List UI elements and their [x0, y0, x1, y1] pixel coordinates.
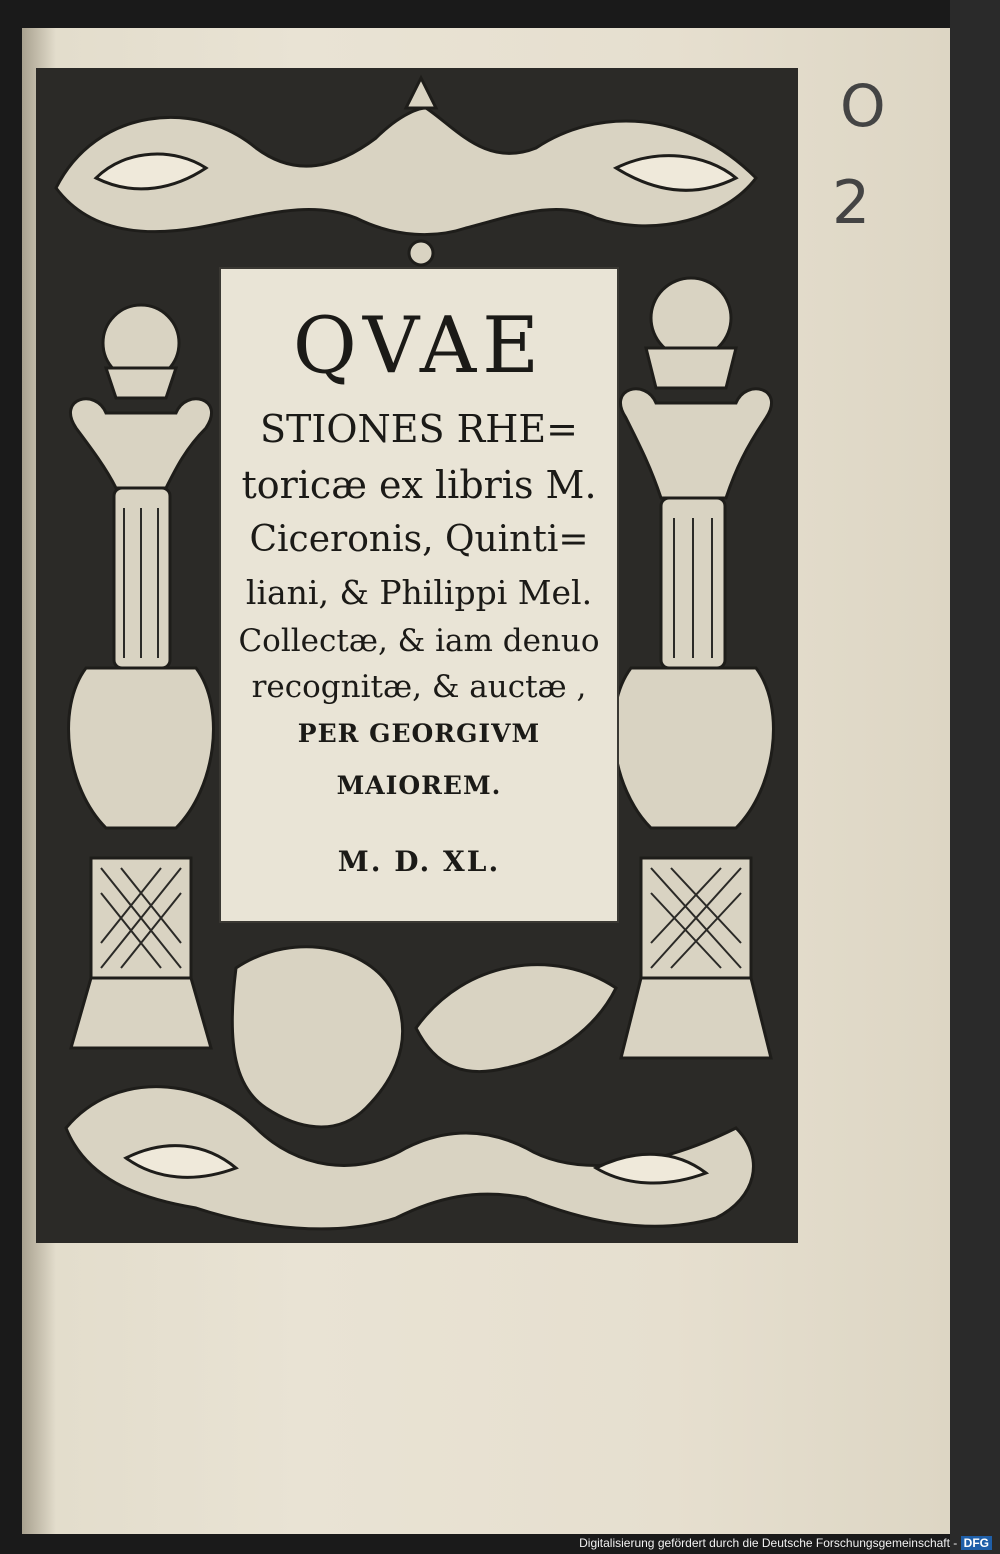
title-line-7: recognitæ, & auctæ , — [251, 669, 587, 705]
title-line-4: Ciceronis, Quinti= — [249, 519, 589, 560]
digitization-credit — [579, 1536, 992, 1550]
title-line-2: STIONES RHE= — [260, 407, 578, 451]
author-line-1: PER GEORGIVM — [297, 719, 541, 748]
title-line-3: toricæ ex libris M. — [241, 463, 597, 507]
title-line-1: QVAE — [292, 301, 546, 391]
dfg-logo: DFG — [961, 1536, 992, 1550]
title-line-6: Collectæ, & iam denuo — [238, 623, 600, 659]
margin-note-1: O — [840, 72, 886, 140]
scan-edge — [950, 0, 1000, 1554]
title-panel — [219, 267, 619, 923]
credit-text: Digitalisierung gefördert durch die Deutsche Forschungsgemeinschaft - — [579, 1536, 958, 1550]
margin-note-2: 2 — [832, 168, 871, 238]
publication-year: M. D. XL. — [337, 845, 501, 878]
title-line-5: liani, & Philippi Mel. — [245, 573, 593, 612]
author-line-2: MAIOREM. — [336, 771, 502, 800]
